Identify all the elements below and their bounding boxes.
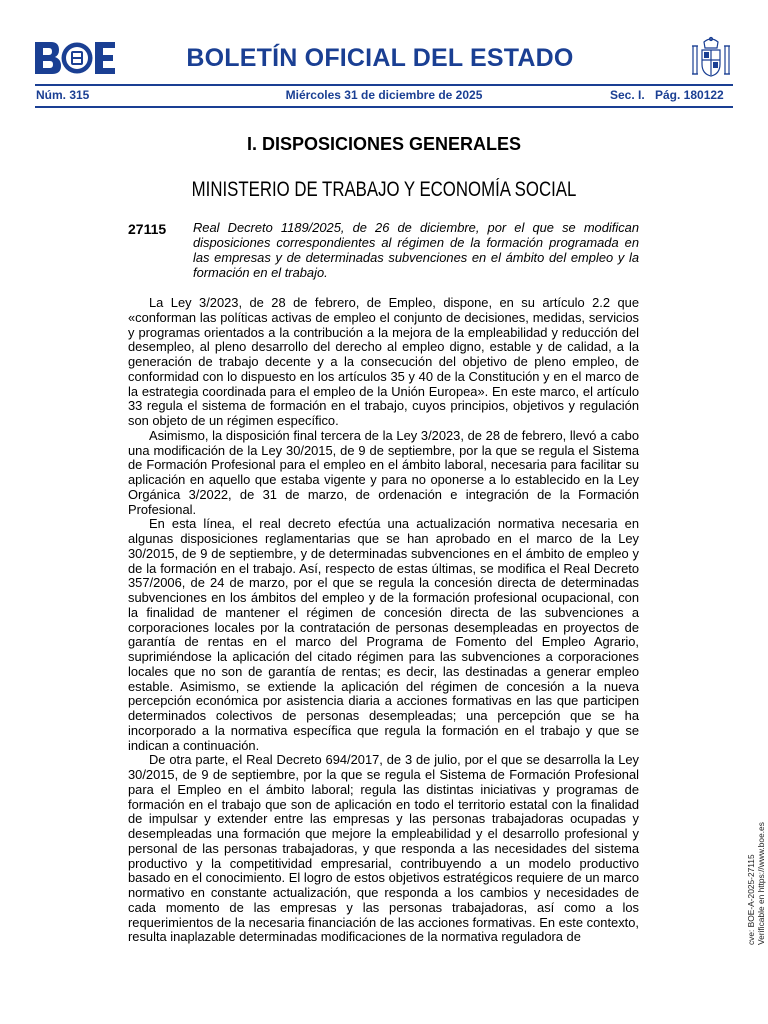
section-title: I. DISPOSICIONES GENERALES bbox=[246, 134, 522, 154]
body-paragraph: Asimismo, la disposición final tercera de la Ley 3/2023, de 28 de febrero, llevó a cabo una modificación de la Ley 30/2015, de 9 de septiembre, por la que se regula el Sistema de Formación Profesional para el empleo en el ámbito laboral, necesaria para facilitar su aplicación en aquello que estaba vigente y para no oponerse a lo establecido en la Ley Orgánica 3/2022, de 31 de marzo, de ordenación e integración de la Formación Profesional. bbox=[128, 427, 639, 517]
bulletin-title: BOLETÍN OFICIAL DEL ESTADO bbox=[186, 44, 574, 72]
ministry-title: MINISTERIO DE TRABAJO Y ECONOMÍA SOCIAL bbox=[191, 178, 577, 201]
page-number: Pág. 180122 bbox=[655, 88, 724, 102]
header-rule-top bbox=[35, 84, 733, 86]
document-summary: Real Decreto 1189/2025, de 26 de diciembre, por el que se modifican disposiciones correspondientes al régimen de la formación programada en las empresas y de determinadas subvenciones en el ámbito del empleo y la formación en el trabajo. bbox=[193, 220, 639, 280]
document-number: 27115 bbox=[128, 221, 167, 237]
coat-of-arms-icon bbox=[690, 36, 732, 80]
boe-logo bbox=[35, 42, 115, 74]
section-label: Sec. I. bbox=[610, 88, 645, 102]
header-rule-bottom bbox=[35, 106, 733, 108]
body-paragraph: En esta línea, el real decreto efectúa una actualización normativa necesaria en algunas disposiciones reglamentarias que se han aprobado en el marco de la Ley 30/2015, de 9 de septiembre, y de determinadas subvenciones en el ámbito de empleo y de la formación en el trabajo. Así, respecto de estas últimas, se modifica el Real Decreto 357/2006, de 24 de marzo, por el que se regula la concesión directa de determinadas subvenciones en los ámbitos del empleo y de la formación profesional ocupacional, con la finalidad de mantener el régimen de concesión directa de las subvenciones a corporaciones locales por la contratación de personas desempleadas en proyectos de garantía de rentas en el marco del Programa de Fomento del Empleo Agrario, suprimiéndose la aplicación del citado régimen para las subvenciones a corporaciones locales que no son de garantía de rentas; es decir, las destinadas a generar empleo estable. Asimismo, se extiende la aplicación del régimen de concesión a la nueva percepción económica por asistencia diaria a acciones formativas en las que participen determinados colectivos de personas desempleadas; una percepción que se ha incorporado a la normativa específica que regula la formación en el trabajo y que se indican a continuación. bbox=[128, 516, 639, 753]
verification-sidebar bbox=[746, 822, 766, 945]
document-body bbox=[128, 296, 639, 945]
issue-date: Miércoles 31 de diciembre de 2025 bbox=[285, 88, 483, 102]
issue-number: Núm. 315 bbox=[36, 88, 90, 102]
cve-code: cve: BOE-A-2025-27115 bbox=[746, 854, 756, 945]
body-paragraph: La Ley 3/2023, de 28 de febrero, de Empleo, dispone, en su artículo 2.2 que «conforman las políticas activas de empleo el conjunto de decisiones, medidas, servicios y programas orientados a la contribución a la mejora de la empleabilidad y reducción del desempleo, al pleno desarrollo del derecho al empleo digno, estable y de calidad, a la generación de trabajo decente y a la consecución del objetivo de pleno empleo, de conformidad con lo dispuesto en los artículos 35 y 40 de la Constitución y en el marco de la estrategia coordinada para el empleo de la Unión Europea». En este marco, el artículo 33 regula el sistema de formación en el trabajo, cuyos principios, objetivos y regulación son objeto de un régimen específico. bbox=[128, 295, 639, 428]
body-paragraph: De otra parte, el Real Decreto 694/2017, de 3 de julio, por el que se desarrolla la Ley 30/2015, de 9 de septiembre, por la que se regula el Sistema de Formación Profesional para el Empleo en el ámbito laboral; regula las distintas iniciativas y programas de formación en el trabajo que son de aplicación en todo el territorio estatal con la finalidad de impulsar y extender entre las empresas y las personas trabajadoras ocupadas y desempleadas una formación que mejore la empleabilidad y el desarrollo profesional y personal de las personas trabajadoras, y que responda a las necesidades del sistema productivo y la competitividad empresarial, contribuyendo a un modelo productivo basado en el conocimiento. El logro de estos objetivos estratégicos requiere de un marco normativo en constante actualización, que responda a los cambios y necesidades de cada momento de las empresas y las personas trabajadoras, así como a los requerimientos de la necesaria financiación de las acciones formativas. En este contexto, resulta inaplazable determinadas modificaciones de la normativa reguladora de bbox=[128, 752, 639, 945]
verification-link[interactable]: Verificable en https://www.boe.es bbox=[756, 822, 766, 945]
